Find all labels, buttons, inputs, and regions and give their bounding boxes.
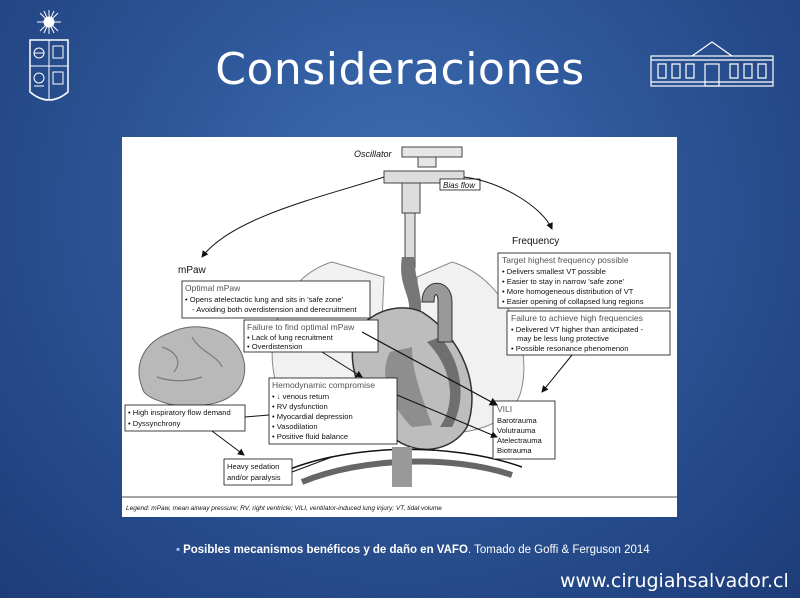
svg-text:• Vasodilation: • Vasodilation xyxy=(272,422,318,431)
svg-text:• Easier to stay in narrow 'sa: • Easier to stay in narrow 'safe zone' xyxy=(502,277,625,286)
svg-text:• Easier opening of collapsed: • Easier opening of collapsed lung regions xyxy=(502,297,644,306)
svg-text:• More homogeneous distributio: • More homogeneous distribution of VT xyxy=(502,287,634,296)
svg-text:Target highest frequency possi: Target highest frequency possible xyxy=(502,255,629,265)
svg-text:Atelectrauma: Atelectrauma xyxy=(497,436,542,445)
oscillator-label: Oscillator xyxy=(354,149,392,159)
svg-text:Heavy sedation: Heavy sedation xyxy=(227,462,280,471)
website-url: www.cirugiahsalvador.cl xyxy=(560,570,789,592)
svg-text:• Possible resonance phenomeno: • Possible resonance phenomenon xyxy=(511,344,629,353)
svg-text:Optimal mPaw: Optimal mPaw xyxy=(185,283,241,293)
svg-text:VILI: VILI xyxy=(497,404,513,414)
hospital-building-logo xyxy=(650,40,774,88)
caption-source: . Tomado de Goffi & Ferguson 2014 xyxy=(467,544,650,556)
svg-text:Barotrauma: Barotrauma xyxy=(497,416,537,425)
figure-legend: Legend: mPaw, mean airway pressure; RV, right ventricle; VILI, ventilator-induced lung injury; VT, tidal volume xyxy=(126,505,442,512)
slide-title: Consideraciones xyxy=(215,44,585,95)
svg-text:- Avoiding both overdistension: - Avoiding both overdistension and derecruitment xyxy=(192,305,357,314)
vafo-mechanisms-figure xyxy=(122,137,677,517)
svg-text:Hemodynamic compromise: Hemodynamic compromise xyxy=(272,380,375,390)
svg-text:• Dyssynchrony: • Dyssynchrony xyxy=(128,419,181,428)
svg-text:• Opens atelectactic lung and: • Opens atelectactic lung and sits in 'safe zone' xyxy=(185,295,343,304)
caption-bullet: ▪ xyxy=(176,544,181,556)
sedation-box xyxy=(224,459,292,485)
svg-text:• Lack of lung recruitment: • Lack of lung recruitment xyxy=(247,333,333,342)
svg-text:• Overdistension: • Overdistension xyxy=(247,342,303,351)
svg-text:• Delivered VT higher than ant: • Delivered VT higher than anticipated - xyxy=(511,325,644,334)
svg-text:Failure to achieve high freque: Failure to achieve high frequencies xyxy=(511,313,643,323)
svg-text:• ↓ venous return: • ↓ venous return xyxy=(272,392,330,401)
figure-caption xyxy=(176,544,650,556)
failure-high-frequency-box xyxy=(507,311,670,355)
oscillator-device xyxy=(384,147,464,268)
vafo-diagram xyxy=(122,137,677,517)
svg-text:• High inspiratory flow demand: • High inspiratory flow demand xyxy=(128,408,231,417)
svg-text:Volutrauma: Volutrauma xyxy=(497,426,536,435)
optimal-mpaw-box xyxy=(182,281,370,318)
svg-text:Failure to find optimal mPaw: Failure to find optimal mPaw xyxy=(247,322,355,332)
frequency-label: Frequency xyxy=(512,236,560,247)
caption-bold: Posibles mecanismos benéficos y de daño en VAFO xyxy=(183,544,468,556)
brain xyxy=(139,327,245,406)
svg-text:• Delivers smallest VT possibl: • Delivers smallest VT possible xyxy=(502,267,606,276)
failure-optimal-mpaw-box xyxy=(244,320,378,352)
svg-text:may be less lung protective: may be less lung protective xyxy=(517,334,610,343)
mpaw-label: mPaw xyxy=(178,265,206,276)
hemodynamic-compromise-box xyxy=(269,378,397,444)
svg-text:• Positive fluid balance: • Positive fluid balance xyxy=(272,432,349,441)
svg-text:• Myocardial depression: • Myocardial depression xyxy=(272,412,353,421)
svg-text:Biotrauma: Biotrauma xyxy=(497,446,532,455)
target-high-frequency-box xyxy=(498,253,670,308)
inspiratory-demand-box xyxy=(125,405,245,431)
bias-flow-label: Bias flow xyxy=(443,181,476,190)
vili-box xyxy=(493,401,555,459)
svg-text:• RV dysfunction: • RV dysfunction xyxy=(272,402,328,411)
svg-text:and/or paralysis: and/or paralysis xyxy=(227,473,281,482)
